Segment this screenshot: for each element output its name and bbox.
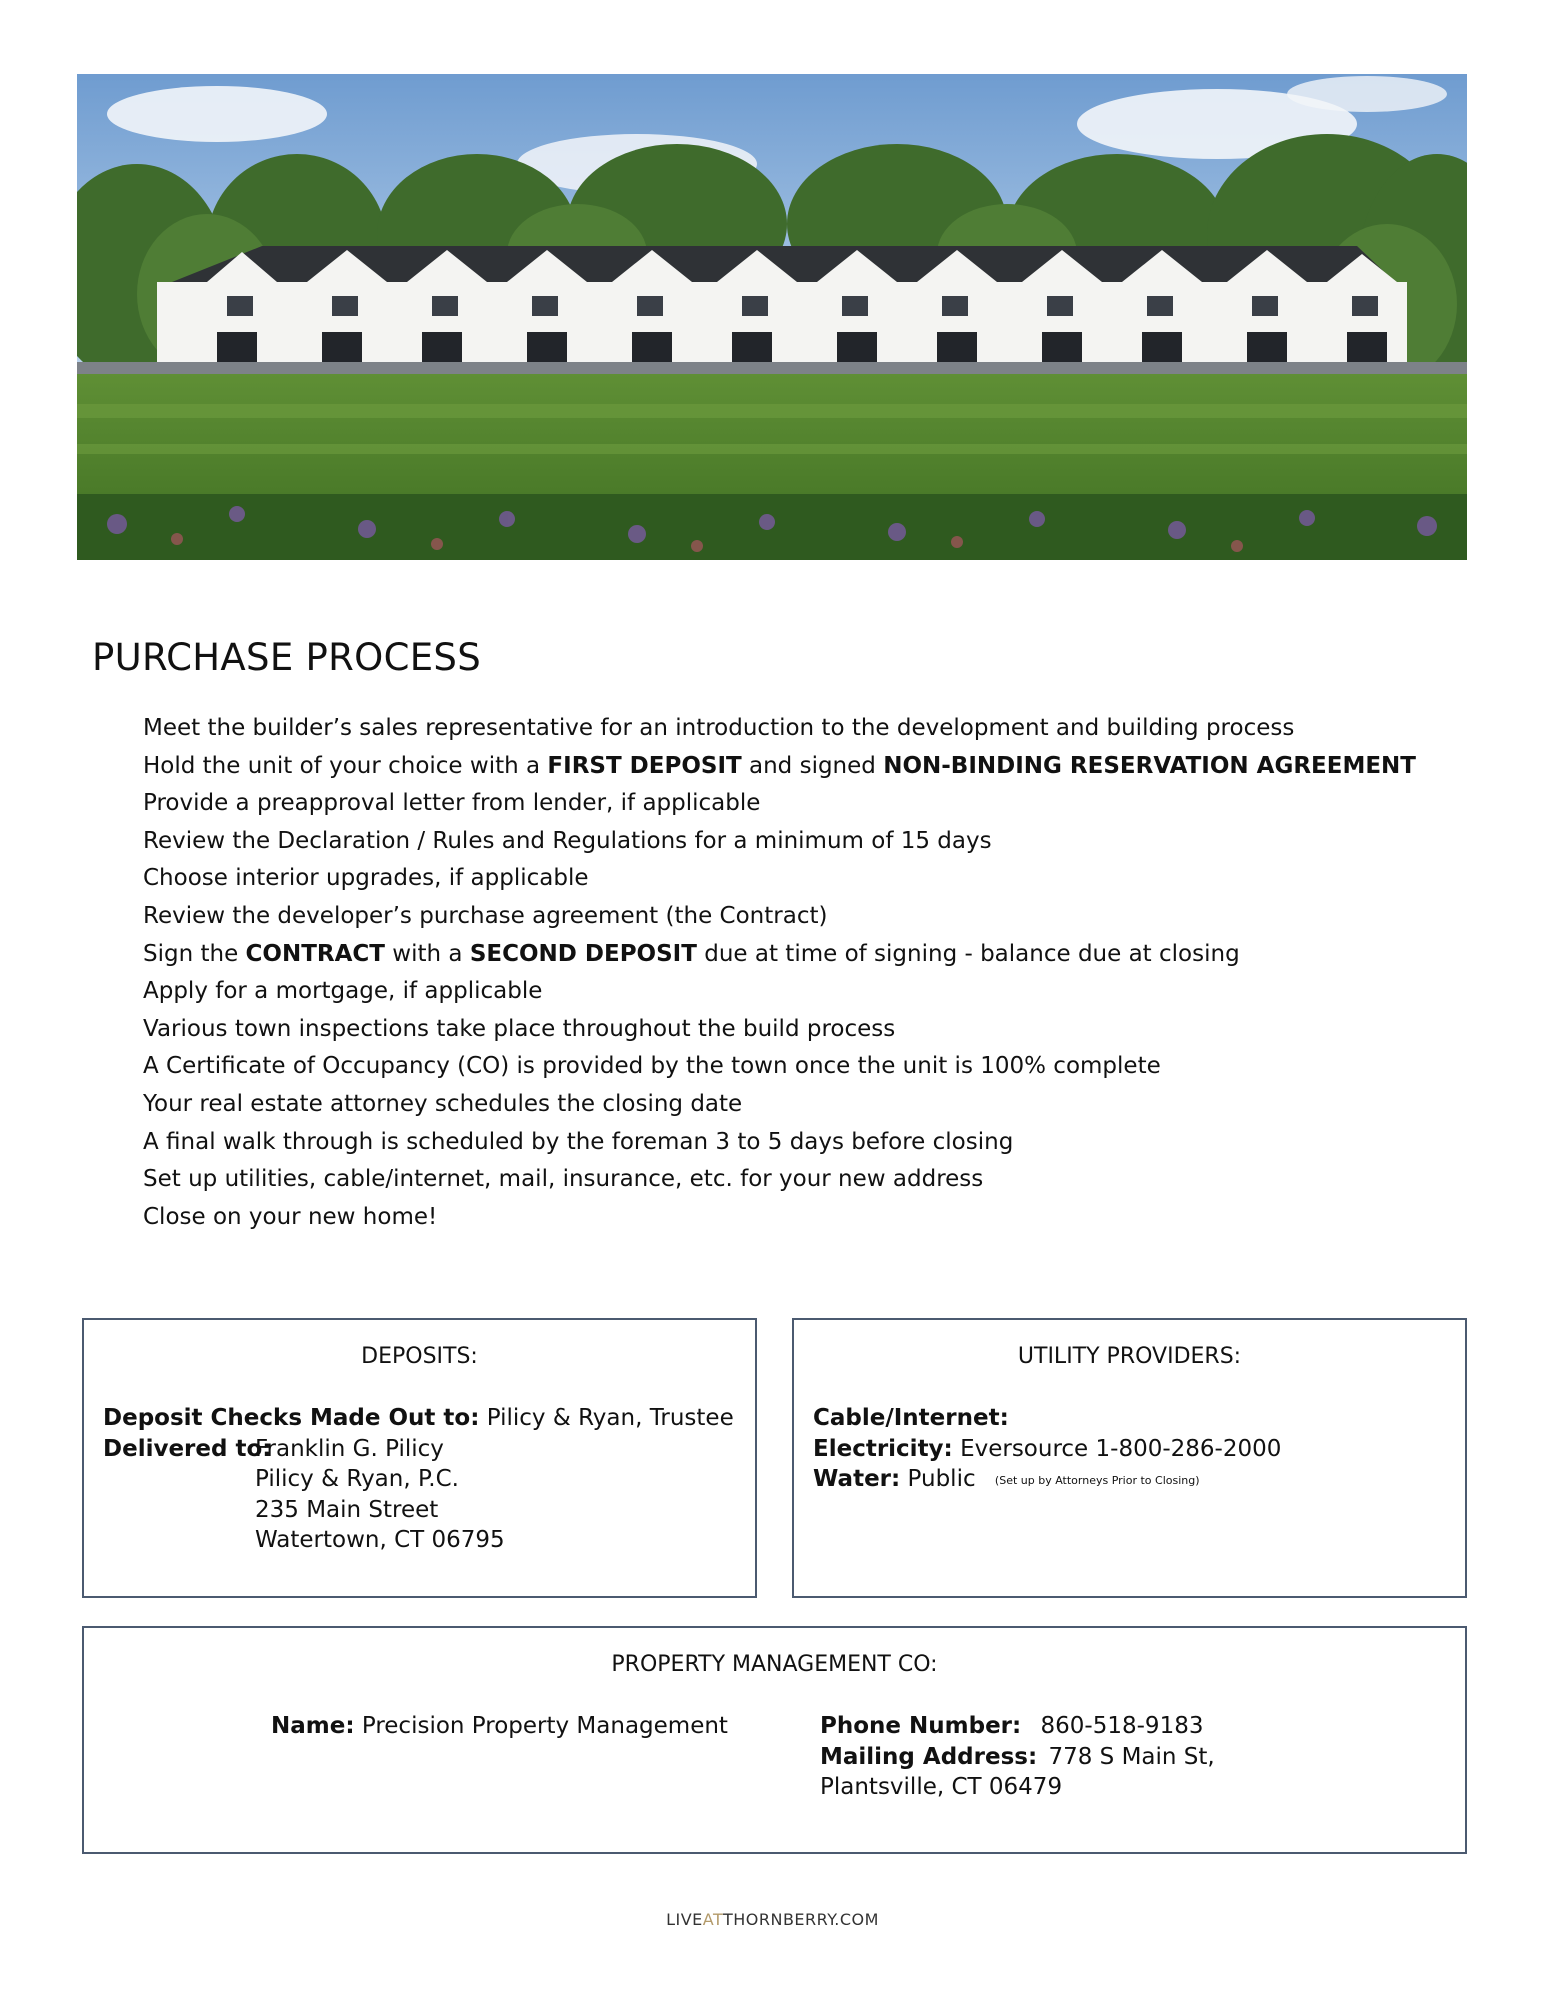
address-line: Franklin G. Pilicy [255,1435,444,1462]
page-title: PURCHASE PROCESS [92,636,481,679]
delivered-to-line [103,1434,271,1465]
delivered-address [255,1434,505,1556]
cable-internet-label: Cable/Internet: [813,1405,1009,1431]
step-text: A final walk through is scheduled by the foreman 3 to 5 days before closing [143,1128,1014,1155]
pm-phone-label: Phone Number: [820,1713,1022,1739]
electricity-line [813,1434,1281,1465]
purchase-step [143,1199,1416,1237]
footer-post: THORNBERRY.COM [722,1910,879,1929]
purchase-step [143,1048,1416,1086]
pm-mail-line2: Plantsville, CT 06479 [820,1774,1063,1800]
purchase-steps-list [143,710,1416,1236]
step-text: and signed [741,752,884,779]
step-emphasis-text: SECOND DEPOSIT [469,940,697,967]
deposit-checks-value: Pilicy & Ryan, Trustee [486,1405,734,1431]
purchase-step [143,860,1416,898]
step-text: Set up utilities, cable/internet, mail, insurance, etc. for your new address [143,1166,984,1193]
step-text: due at time of signing - balance due at closing [696,940,1240,967]
pm-mail-line [820,1742,1215,1773]
step-text: Meet the builder’s sales representative for an introduction to the development and building process [143,715,1295,741]
water-label: Water: [813,1466,901,1492]
step-text: A Certificate of Occupancy (CO) is provided by the town once the unit is 100% complete [143,1053,1161,1080]
step-text: with a [385,940,470,967]
water-note: (Set up by Attorneys Prior to Closing) [994,1474,1200,1487]
electricity-value: Eversource 1-800-286-2000 [960,1435,1282,1462]
address-line: Pilicy & Ryan, P.C. [255,1466,459,1492]
purchase-step [143,748,1416,786]
cable-internet-line [813,1403,1009,1434]
hero-image [77,74,1467,560]
pm-phone-value: 860-518-9183 [1040,1713,1204,1739]
purchase-step [143,710,1416,748]
deposit-checks-label: Deposit Checks Made Out to: [103,1405,480,1431]
step-emphasis-text: FIRST DEPOSIT [547,752,742,779]
purchase-step [143,1086,1416,1124]
pm-phone-line [820,1711,1203,1742]
property-management-box [82,1626,1467,1854]
footer-accent: AT [702,1910,723,1929]
pm-name-label: Name: [271,1713,355,1739]
purchase-step [143,973,1416,1011]
pm-mail-label: Mailing Address: [820,1743,1038,1770]
step-text: Hold the unit of your choice with a [143,752,548,779]
footer-pre: LIVE [666,1910,703,1929]
electricity-label: Electricity: [813,1435,953,1462]
pm-mail-line1: 778 S Main St, [1048,1743,1215,1770]
purchase-step [143,1124,1416,1162]
purchase-step [143,1011,1416,1049]
step-text: Choose interior upgrades, if applicable [143,865,589,892]
deposit-checks-line [103,1403,734,1434]
step-emphasis-text: NON-BINDING RESERVATION AGREEMENT [883,752,1416,779]
utility-heading: UTILITY PROVIDERS: [1017,1344,1242,1369]
deposits-heading: DEPOSITS: [361,1344,478,1369]
step-emphasis-text: CONTRACT [245,940,385,967]
purchase-step [143,1161,1416,1199]
property-management-heading: PROPERTY MANAGEMENT CO: [611,1652,938,1677]
water-line [813,1464,1200,1497]
pm-name-value: Precision Property Management [361,1713,728,1739]
pm-name-line [271,1711,728,1742]
step-text: Review the developer’s purchase agreement (the Contract) [143,902,828,929]
deposits-box [82,1318,757,1598]
step-text: Various town inspections take place throughout the build process [143,1015,896,1042]
purchase-step [143,898,1416,936]
utility-providers-box [792,1318,1467,1598]
purchase-step [143,785,1416,823]
purchase-step [143,936,1416,974]
water-value: Public [907,1466,976,1492]
footer-website [0,1910,1545,1929]
step-text: Sign the [143,940,246,967]
step-text: Review the Declaration / Rules and Regulations for a minimum of 15 days [143,827,992,854]
purchase-step [143,823,1416,861]
step-text: Your real estate attorney schedules the closing date [143,1090,743,1117]
step-text: Provide a preapproval letter from lender, if applicable [143,790,761,817]
step-text: Close on your new home! [143,1203,438,1230]
step-text: Apply for a mortgage, if applicable [143,978,543,1005]
townhomes-rendering [77,74,1467,560]
address-line: Watertown, CT 06795 [255,1527,505,1553]
address-line: 235 Main Street [255,1496,439,1523]
delivered-to-label: Delivered to: [103,1435,272,1462]
